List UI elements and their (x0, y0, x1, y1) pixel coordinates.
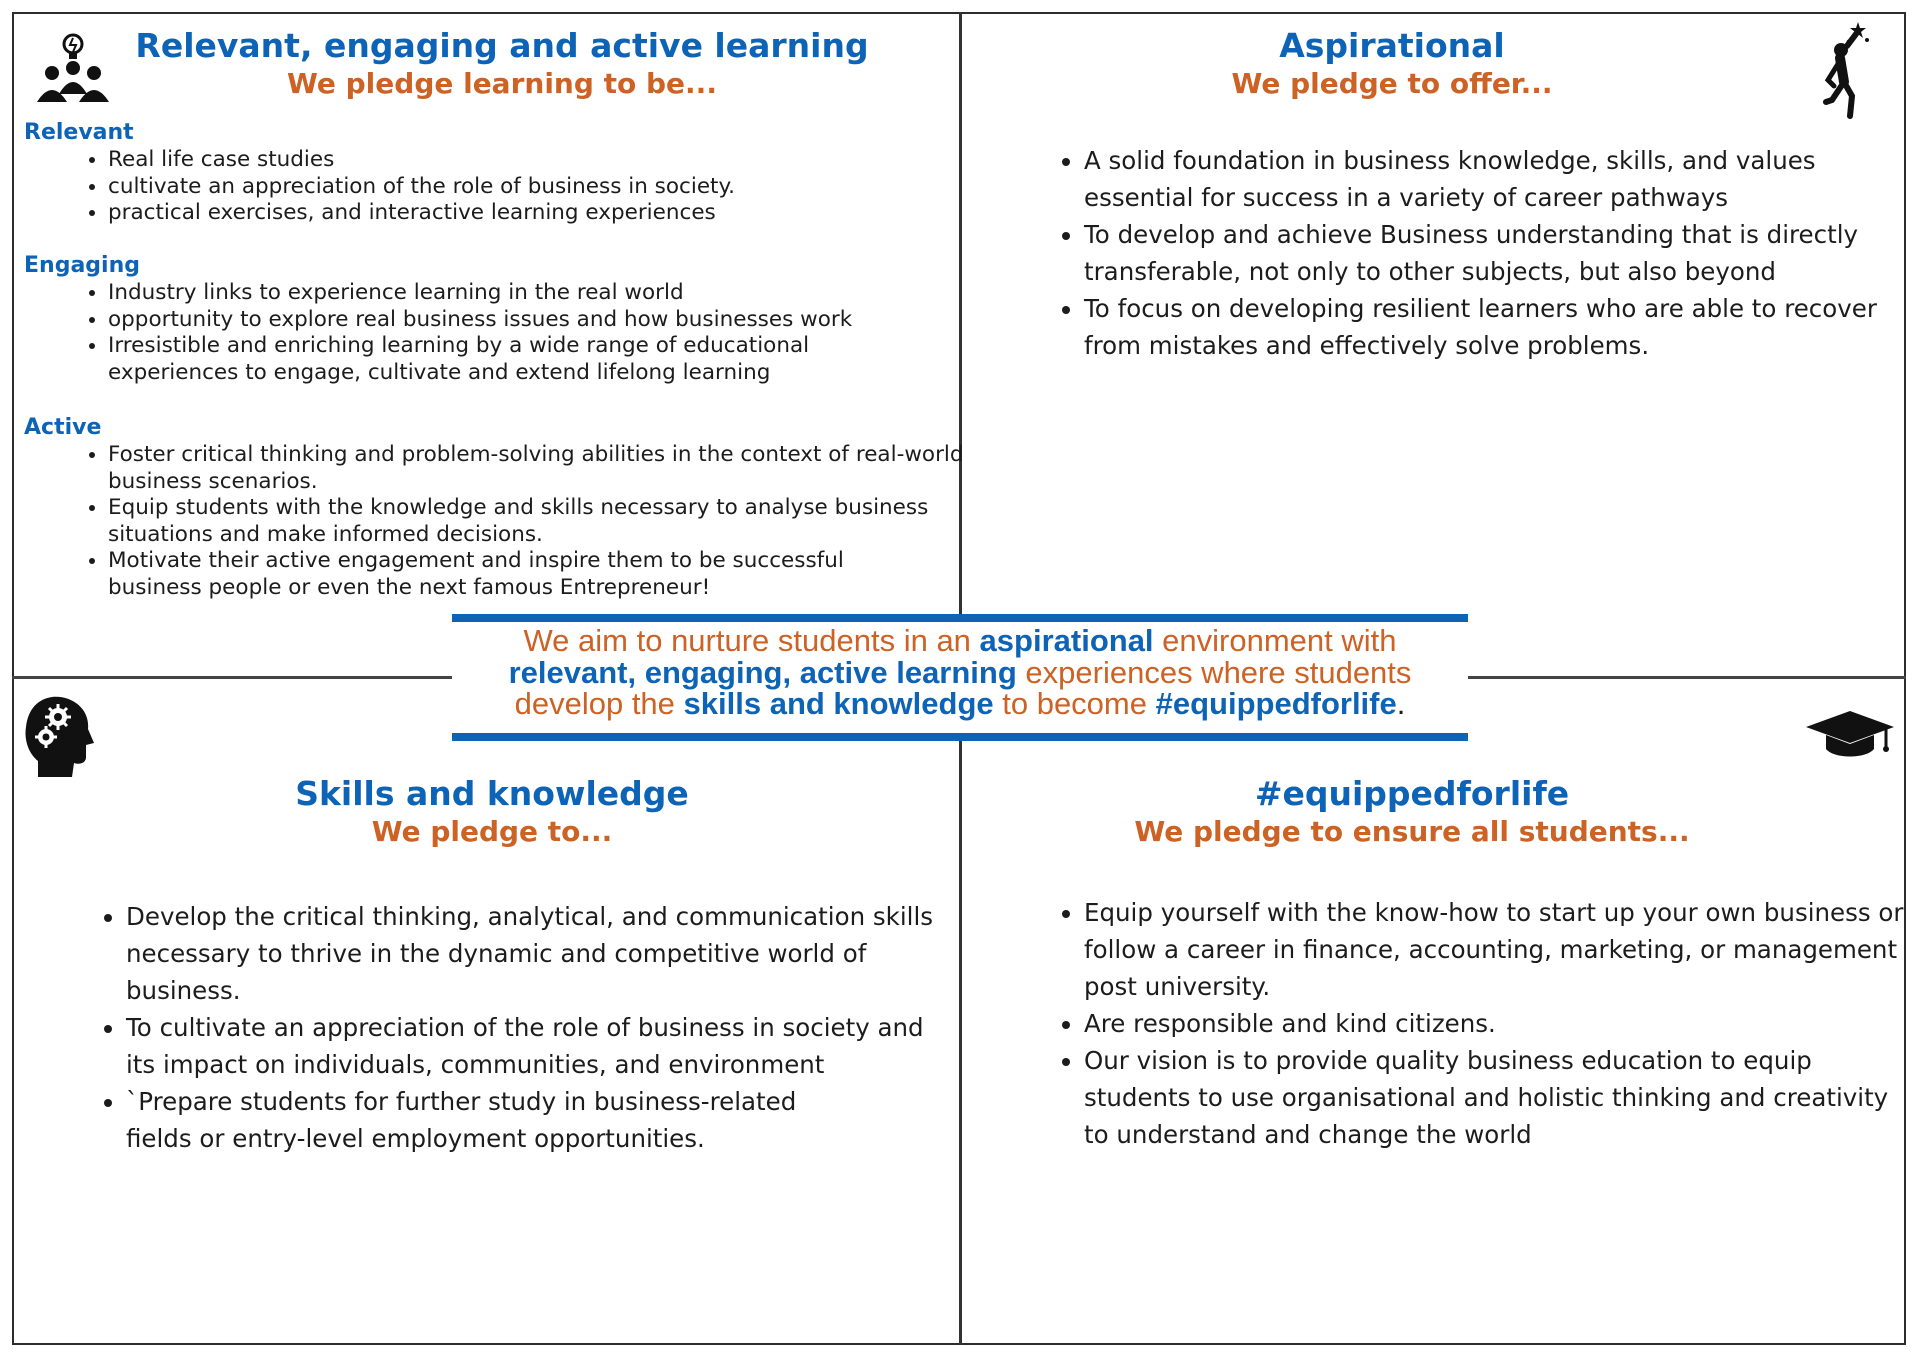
quadrant-equippedforlife (962, 679, 1906, 1345)
section-heading-engaging: Engaging (24, 253, 140, 278)
quadrant-relevant-learning (12, 12, 964, 676)
mission-text: develop the (514, 686, 684, 721)
list-item: • To develop and achieve Business understanding that is directly transferable, not only to other subjects, but also beyond (1084, 216, 1894, 290)
skills-list (88, 898, 956, 1157)
active-list (70, 442, 968, 601)
mission-highlight: relevant, engaging, active learning (508, 654, 1017, 690)
team-idea-icon (32, 30, 114, 106)
q1-title: Relevant, engaging and active learning (135, 26, 869, 65)
q2-subtitle: We pledge to offer... (1231, 67, 1553, 100)
q4-title: #equippedforlife (1254, 774, 1570, 813)
aspirational-list (1046, 142, 1894, 364)
list-item: • Develop the critical thinking, analytical, and communication skills necessary to thrive in the dynamic and competitive world of business. (126, 898, 956, 1009)
mission-text: experiences where students (1016, 654, 1412, 690)
mission-text: . (1396, 686, 1406, 721)
mission-highlight: aspirational (979, 623, 1154, 658)
list-item: • To focus on developing resilient learners who are able to recover from mistakes and effectively solve problems. (1084, 290, 1894, 364)
section-heading-relevant: Relevant (24, 120, 134, 145)
mission-text: environment with (1153, 623, 1397, 658)
q2-title: Aspirational (1279, 26, 1505, 65)
graduation-cap-icon (1804, 709, 1896, 761)
list-item: • Equip yourself with the know-how to start up your own business or follow a career in finance, accounting, marketing, or management post university. (1084, 894, 1904, 1005)
list-item: • Foster critical thinking and problem-solving abilities in the context of real-world business scenarios. (108, 442, 968, 495)
list-item: • opportunity to explore real business issues and how businesses work (108, 307, 968, 334)
quadrant-aspirational (962, 12, 1906, 676)
reach-for-star-icon (1814, 20, 1874, 120)
list-item: • Are responsible and kind citizens. (1084, 1005, 1904, 1042)
list-item: • Motivate their active engagement and inspire them to be successful business people or even the next famous Entrepreneur! (108, 548, 868, 601)
mission-banner (452, 614, 1468, 741)
mission-highlight: #equippedforlife (1155, 686, 1397, 721)
list-item: • Equip students with the knowledge and skills necessary to analyse business situations and make informed decisions. (108, 495, 968, 548)
q3-subtitle: We pledge to... (371, 815, 613, 848)
engaging-list (70, 280, 968, 386)
list-item: • To cultivate an appreciation of the role of business in society and its impact on individuals, communities, and environment (126, 1009, 956, 1083)
list-item: • practical exercises, and interactive learning experiences (108, 200, 968, 227)
list-item: • `Prepare students for further study in business-related fields or entry-level employment opportunities. (126, 1083, 956, 1157)
banner-top-bar (452, 614, 1468, 622)
q1-subtitle: We pledge learning to be... (287, 67, 717, 100)
equipped-list (1046, 894, 1904, 1153)
list-item: • Industry links to experience learning in the real world (108, 280, 968, 307)
section-heading-active: Active (24, 415, 102, 440)
list-item: • Real life case studies (108, 147, 968, 174)
list-item: • A solid foundation in business knowledge, skills, and values essential for success in a variety of career pathways (1084, 142, 1894, 216)
quadrant-skills-knowledge (12, 679, 959, 1345)
list-item: • Our vision is to provide quality business education to equip students to use organisational and holistic thinking and creativity to understand and change the world (1084, 1042, 1904, 1153)
list-item: • cultivate an appreciation of the role of business in society. (108, 174, 968, 201)
mission-statement (452, 625, 1468, 720)
head-gears-icon (22, 695, 96, 779)
relevant-list (70, 147, 968, 227)
banner-bottom-bar (452, 733, 1468, 741)
q4-subtitle: We pledge to ensure all students... (1134, 815, 1690, 848)
mission-text: We aim to nurture students in an (523, 623, 980, 658)
list-item: • Irresistible and enriching learning by a wide range of educational experiences to engage, cultivate and extend lifelong learning (108, 333, 828, 386)
mission-highlight: skills and knowledge (683, 686, 994, 721)
q3-title: Skills and knowledge (295, 774, 689, 813)
mission-text: to become (993, 686, 1156, 721)
